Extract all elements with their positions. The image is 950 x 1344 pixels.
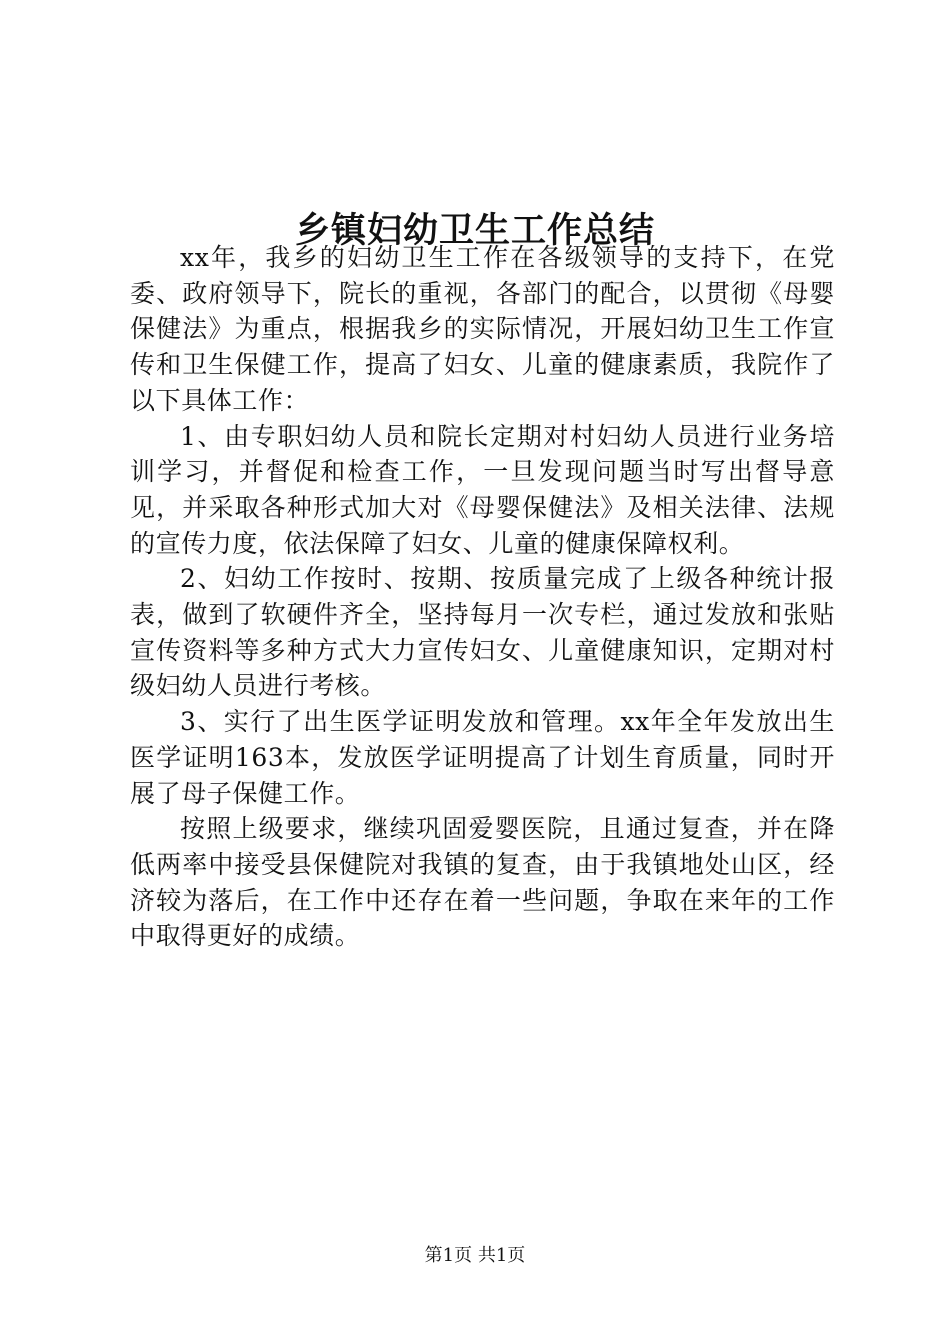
document-body bbox=[130, 240, 835, 954]
paragraph-item-2: 2、妇幼工作按时、按期、按质量完成了上级各种统计报表，做到了软硬件齐全，坚持每月一次专栏，通过发放和张贴宣传资料等多种方式大力宣传妇女、儿童健康知识，定期对村级妇幼人员进行考核。 bbox=[130, 564, 835, 701]
paragraph-intro: xx年，我乡的妇幼卫生工作在各级领导的支持下，在党委、政府领导下，院长的重视，各部门的配合，以贯彻《母婴保健法》为重点，根据我乡的实际情况，开展妇幼卫生工作宣传和卫生保健工作，提高了妇女、儿童的健康素质，我院作了以下具体工作： bbox=[130, 243, 835, 415]
paragraph-item-1: 1、由专职妇幼人员和院长定期对村妇幼人员进行业务培训学习，并督促和检查工作，一旦发现问题当时写出督导意见，并采取各种形式加大对《母婴保健法》及相关法律、法规的宣传力度，依法保障了妇女、儿童的健康保障权利。 bbox=[130, 421, 835, 558]
page-title: 乡镇妇幼卫生工作总结 bbox=[294, 210, 655, 252]
paragraph-item-3: 3、实行了出生医学证明发放和管理。xx年全年发放出生医学证明163本，发放医学证明提高了计划生育质量，同时开展了母子保健工作。 bbox=[130, 707, 835, 808]
page-footer: 第1页 共1页 bbox=[424, 1245, 526, 1266]
paragraph-conclusion: 按照上级要求，继续巩固爱婴医院，且通过复查，并在降低两率中接受县保健院对我镇的复查，由于我镇地处山区，经济较为落后，在工作中还存在着一些问题，争取在来年的工作中取得更好的成绩。 bbox=[130, 814, 835, 951]
